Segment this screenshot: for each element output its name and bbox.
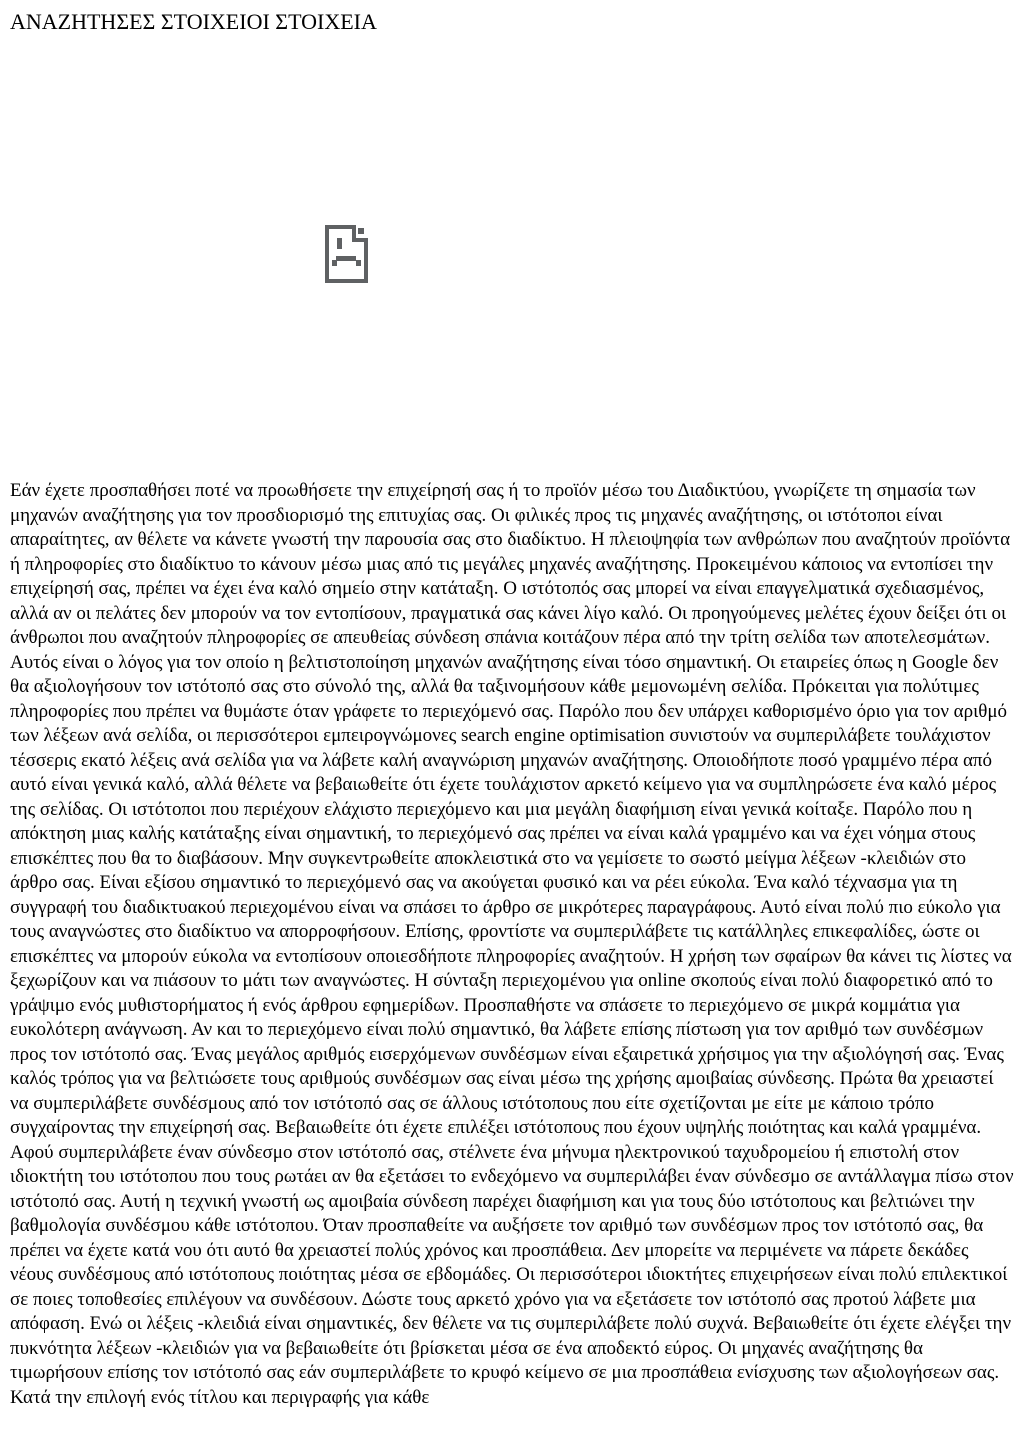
broken-image-icon	[325, 225, 368, 283]
page-title: ΑΝΑΖΗΤΗΣΕΣ ΣΤΟΙΧΕΙΟΙ ΣΤΟΙΧΕΙΑ	[10, 9, 377, 34]
article-body-text: Εάν έχετε προσπαθήσει ποτέ να προωθήσετε την επιχείρησή σας ή το προϊόν μέσω του Διαδικτύου, γνωρίζετε τη σημασία των μηχανών αναζήτησης για τον προσδιορισμό της επιτυχίας σας. Οι φιλικές προς τις μηχανές αναζήτησης, οι ιστότοποι είναι απαραίτητες, αν θέλετε να κάνετε γνωστή την παρουσία σας στο διαδίκτυο. Η πλειοψηφία των ανθρώπων που αναζητούν προϊόντα ή πληροφορίες στο διαδίκτυο το κάνουν μέσω μιας από τις μεγάλες μηχανές αναζήτησης. Προκειμένου κάποιος να εντοπίσει την επιχείρησή σας, πρέπει να έχει ένα καλό σημείο στην κατάταξη. Ο ιστότοπός σας μπορεί να είναι επαγγελματικά σχεδιασμένος, αλλά αν οι πελάτες δεν μπορούν να τον εντοπίσουν, πραγματικά σας κάνει λίγο καλό. Οι προηγούμενες μελέτες έχουν δείξει ότι οι άνθρωποι που αναζητούν πληροφορίες σε απευθείας σύνδεση σπάνια κοιτάζουν πέρα από την τρίτη σελίδα των αποτελεσμάτων. Αυτός είναι ο λόγος για τον οποίο η βελτιστοποίηση μηχανών αναζήτησης είναι τόσο σημαντική. Οι εταιρείες όπως η Google δεν θα αξιολογήσουν τον ιστότοπό σας στο σύνολό της, αλλά θα ταξινομήσουν κάθε μεμονωμένη σελίδα. Πρόκειται για πολύτιμες πληροφορίες που πρέπει να θυμάστε όταν γράφετε το περιεχόμενό σας. Παρόλο που δεν υπάρχει καθορισμένο όριο για τον αριθμό των λέξεων ανά σελίδα, οι περισσότεροι εμπειρογνώμονες search engine optimisation συνιστούν να συμπεριλάβετε τουλάχιστον τέσσερις εκατό λέξεις ανά σελίδα για να λάβετε καλή αναγνώριση μηχανών αναζήτησης. Οποιοδήποτε ποσό γραμμένο πέρα από αυτό είναι γενικά καλό, αλλά θέλετε να βεβαιωθείτε ότι έχετε τουλάχιστον αρκετό κείμενο για να συμπληρώσετε ένα καλό μέρος της σελίδας. Οι ιστότοποι που περιέχουν ελάχιστο περιεχόμενο και μια μεγάλη διαφήμιση είναι γενικά κοίταξε. Παρόλο που η απόκτηση μιας καλής κατάταξης είναι σημαντική, το περιεχόμενό σας πρέπει να είναι καλά γραμμένο και να έχει νόημα στους επισκέπτες που θα το διαβάσουν. Μην συγκεντρωθείτε αποκλειστικά στο να γεμίσετε το σωστό μείγμα λέξεων -κλειδιών στο άρθρο σας. Είναι εξίσου σημαντικό το περιεχόμενό σας να ακούγεται φυσικό και να ρέει εύκολα. Ένα καλό τέχνασμα για τη συγγραφή του διαδικτυακού περιεχομένου είναι να σπάσει το άρθρο σε μικρότερες παραγράφους. Αυτό είναι πολύ πιο εύκολο για τους αναγνώστες στο διαδίκτυο να απορροφήσουν. Επίσης, φροντίστε να συμπεριλάβετε τις κατάλληλες επικεφαλίδες, ώστε οι επισκέπτες να μπορούν εύκολα να εντοπίσουν οποιεσδήποτε πληροφορίες αναζητούν. Η χρήση των σφαίρων θα κάνει τις λίστες να ξεχωρίζουν και να πιάσουν το μάτι των αναγνώστες. Η σύνταξη περιεχομένου για online σκοπούς είναι πολύ διαφορετικό από το γράψιμο ενός μυθιστορήματος ή ενός άρθρου εφημερίδων. Προσπαθήστε να σπάσετε το περιεχόμενο σε μικρά κομμάτια για ευκολότερη ανάγνωση. Αν και το περιεχόμενο είναι πολύ σημαντικό, θα λάβετε επίσης πίστωση για τον αριθμό των συνδέσμων προς τον ιστότοπό σας. Ένας μεγάλος αριθμός εισερχόμενων συνδέσμων είναι εξαιρετικά χρήσιμος για την αξιολόγησή σας. Ένας καλός τρόπος για να βελτιώσετε τους αριθμούς συνδέσμων σας είναι μέσω της χρήσης αμοιβαίας σύνδεσης. Πρώτα θα χρειαστεί να συμπεριλάβετε συνδέσμους από τον ιστότοπό σας σε άλλους ιστότοπους που είτε σχετίζονται με είτε με κάποιο τρόπο συγχαίροντας την επιχείρησή σας. Βεβαιωθείτε ότι έχετε επιλέξει ιστότοπους που έχουν υψηλής ποιότητας και καλά γραμμένα. Αφού συμπεριλάβετε έναν σύνδεσμο στον ιστότοπό σας, στέλνετε ένα μήνυμα ηλεκτρονικού ταχυδρομείου ή επιστολή στον ιδιοκτήτη του ιστότοπου που τους ρωτάει αν θα εξετάσει το ενδεχόμενο να συμπεριλάβει έναν σύνδεσμο σε αντάλλαγμα πίσω στον ιστότοπό σας. Αυτή η τεχνική γνωστή ως αμοιβαία σύνδεση παρέχει διαφήμιση και για τους δύο ιστότοπους και βελτιώνει την βαθμολογία συνδέσμου κάθε ιστότοπου. Όταν προσπαθείτε να αυξήσετε τον αριθμό των συνδέσμων προς τον ιστότοπό σας, θα πρέπει να έχετε κατά νου ότι αυτό θα χρειαστεί πολύς χρόνος και προσπάθεια. Δεν μπορείτε να περιμένετε να πάρετε δεκάδες νέους συνδέσμους από ιστότοπους ποιότητας μέσα σε εβδομάδες. Οι περισσότεροι ιδιοκτήτες επιχειρήσεων είναι πολύ επιλεκτικοί σε ποιες τοποθεσίες επιλέγουν να συνδέσουν. Δώστε τους αρκετό χρόνο για να εξετάσετε τον ιστότοπό σας προτού λάβετε μια απόφαση. Ενώ οι λέξεις -κλειδιά είναι σημαντικές, δεν θέλετε να τις συμπεριλάβετε πολύ συχνά. Βεβαιωθείτε ότι έχετε ελέγξει την πυκνότητα λέξεων -κλειδιών για να βεβαιωθείτε ότι βρίσκεται μέσα σε ένα αποδεκτό εύρος. Οι μηχανές αναζήτησης θα τιμωρήσουν επίσης τον ιστότοπό σας εάν συμπεριλάβετε το κρυφό κείμενο σε μια προσπάθεια ενίσχυσης των αξιολογήσεων σας. Κατά την επιλογή ενός τίτλου και περιγραφής για κάθε	[10, 480, 1014, 1408]
broken-image-placeholder	[325, 225, 368, 283]
